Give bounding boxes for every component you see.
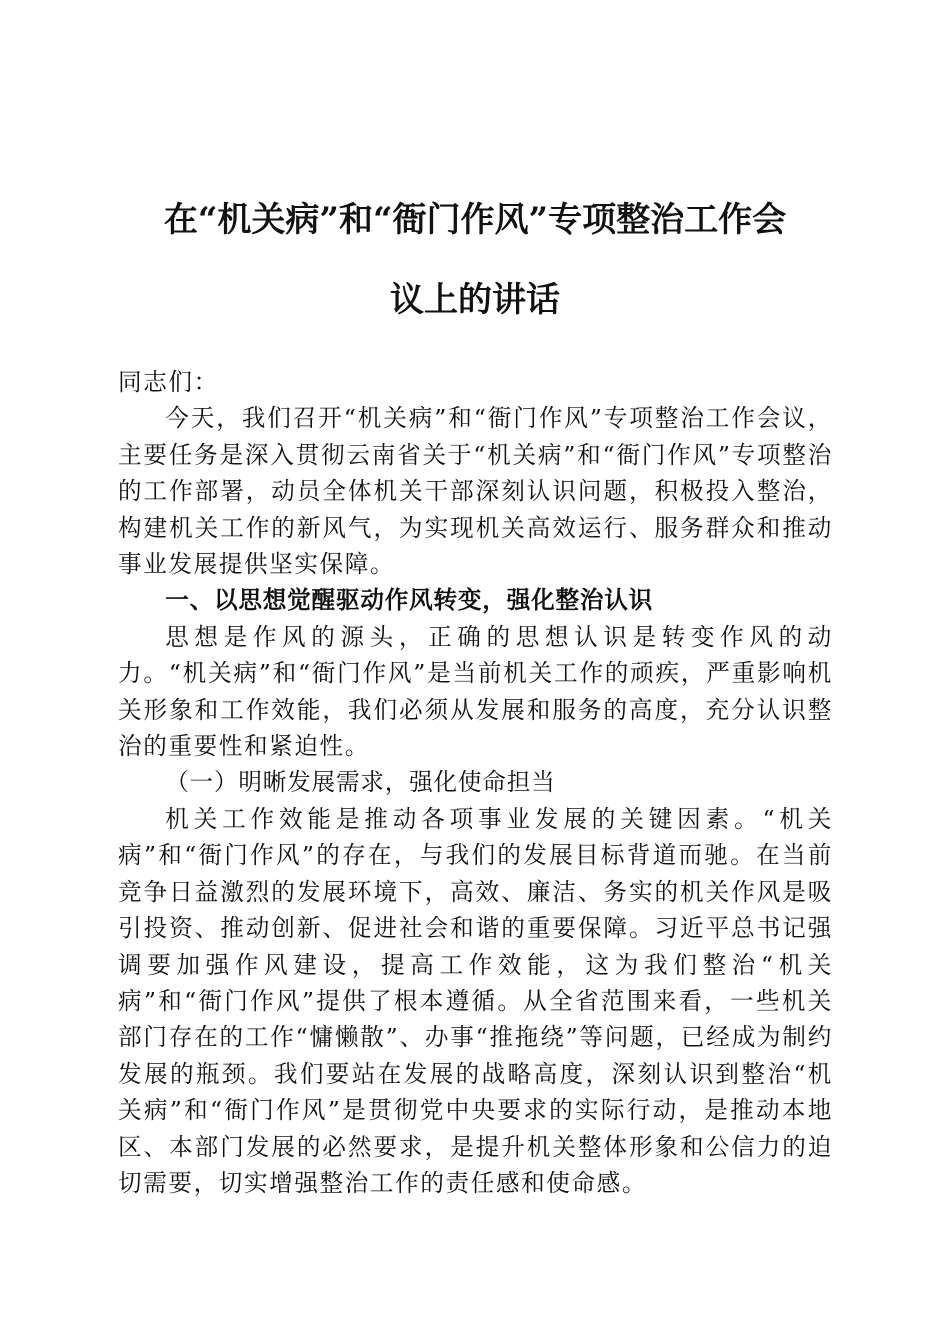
paragraph-subsection-1: 机关工作效能是推动各项事业发展的关键因素。“机关病”和“衙门作风”的存在，与我们的发展目标背道而驰。在当前竞争日益激烈的发展环境下，高效、廉洁、务实的机关作风是吸引投资、推动创新、促进社会和谐的重要保障。习近平总书记强调要加强作风建设，提高工作效能，这为我们整治“机关病”和“衙门作风”提供了根本遵循。从全省范围来看，一些机关部门存在的工作“慵懒散”、办事“推拖绕”等问题，已经成为制约发展的瓶颈。我们要站在发展的战略高度，深刻认识到整治“机关病”和“衙门作风”是贯彻党中央要求的实际行动，是推动本地区、本部门发展的必然要求，是提升机关整体形象和公信力的迫切需要，切实增强整治工作的责任感和使命感。 <box>118 804 833 1197</box>
subsection-heading-1: （一）明晰发展需求，强化使命担当 <box>165 768 556 797</box>
paragraph-intro: 今天，我们召开“机关病”和“衙门作风”专项整治工作会议，主要任务是深入贯彻云南省关于“机关病”和“衙门作风”专项整治的工作部署，动员全体机关干部深刻认识问题，积极投入整治，构建机关工作的新风气，为实现机关高效运行、服务群众和推动事业发展提供坚实保障。 <box>118 404 833 579</box>
paragraph-section-1: 思想是作风的源头，正确的思想认识是转变作风的动力。“机关病”和“衙门作风”是当前机关工作的顽疾，严重影响机关形象和工作效能，我们必须从发展和服务的高度，充分认识整治的重要性和紧迫性。 <box>118 622 833 761</box>
document-body <box>118 364 833 1201</box>
salutation: 同志们： <box>118 368 219 396</box>
title-line-1: 在“机关病”和“衙门作风”专项整治工作会 <box>163 200 787 240</box>
section-heading-1: 一、以思想觉醒驱动作风转变，强化整治认识 <box>165 586 654 615</box>
title-line-2: 议上的讲话 <box>390 280 560 320</box>
document-title <box>100 180 850 340</box>
